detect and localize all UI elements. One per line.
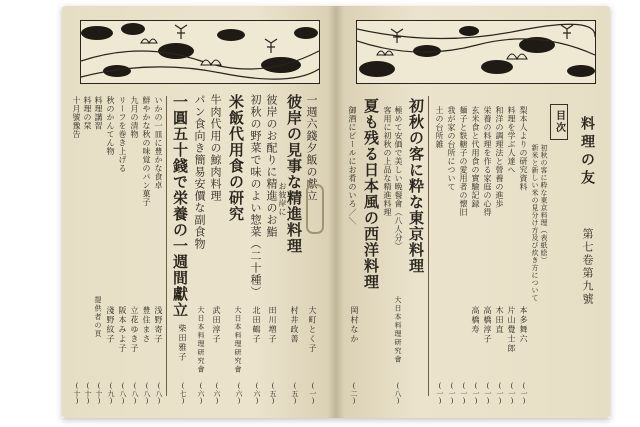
feature-subtitle: 客用に初秋の上品な精進料理 <box>383 106 392 217</box>
mokuji-label: 目次 <box>550 104 568 140</box>
toc-page: (八) <box>119 382 127 405</box>
toc-item-higan-shojin: 彼岸の見事な精進料理 <box>285 94 303 254</box>
toc-item-weekly-menu: 一圓五十錢で栄養の一週間獻立 <box>171 94 189 318</box>
toc-page: (八) <box>131 382 139 405</box>
toc-author: 北田鶴子 <box>252 306 261 344</box>
column-divider <box>428 96 429 396</box>
toc-page: (十) <box>84 382 92 405</box>
toc-item: 料理を学ぶ人達へ <box>507 106 516 174</box>
toc-author: 村井政善 <box>290 306 299 344</box>
toc-author: 大町とく子 <box>308 306 317 354</box>
toc-item: 我が家の台所について <box>447 106 456 191</box>
toc-page: (五) <box>269 382 277 405</box>
feature-subtitle: 極めて安価で美しい晩餐會（八人分） <box>394 106 403 251</box>
toc-item: 麺子と麩糖子の愛用者の懐旧 <box>459 106 468 217</box>
right-page <box>336 6 610 418</box>
toc-author: 大日本料理研究會 <box>234 306 242 374</box>
toc-page: (六) <box>235 382 243 405</box>
toc-page: (七) <box>179 382 187 405</box>
toc-page: (六) <box>197 382 205 405</box>
toc-page: (一) <box>436 382 444 405</box>
toc-item-autumn-vegetables: 初秋の野菜で味のよい惣菜（二十種） <box>249 94 262 298</box>
book-gutter <box>328 6 344 418</box>
toc-page: (一) <box>460 382 468 405</box>
feature-author: 岡村なか <box>350 306 359 344</box>
feature-subtitle: 御酒にビールにお肴のいろ／＼ <box>348 106 357 225</box>
issue-number: 第七卷第九號 <box>581 228 594 306</box>
toc-page: (十) <box>95 382 103 405</box>
toc-item: 栄養の料理を作る家庭の心得 <box>483 106 492 217</box>
toc-item: 梨本人よりの研究資料 <box>519 106 528 191</box>
toc-item-whale-meat: 牛肉代用の鯨肉料理 <box>209 94 222 202</box>
toc-author: 浅野寄子 <box>154 306 163 344</box>
toc-page: (一) <box>520 382 528 405</box>
toc-author: 高橋淳子 <box>483 306 492 344</box>
toc-author: 武田淳子 <box>212 306 221 344</box>
feature-author: 大日本料理研究會 <box>394 296 402 364</box>
toc-author: 阪本みよ子 <box>118 306 127 354</box>
lotus-pond-artwork <box>81 21 319 83</box>
toc-author: 片山覺士郎 <box>507 306 516 354</box>
feature-tokyo-cuisine-title: 初秋の客に粋な東京料理 <box>407 98 425 274</box>
toc-page: (一) <box>484 382 492 405</box>
lotus-pond-artwork <box>357 21 595 83</box>
toc-page: (六) <box>253 382 261 405</box>
toc-item-kanten: 秋のかんてん物 <box>106 96 115 156</box>
toc-page: (一) <box>448 382 456 405</box>
feature-page: (二) <box>350 382 358 405</box>
toc-item-rice-substitute: 米飯代用食の研究 <box>227 94 245 222</box>
toc-page: (八) <box>155 382 163 405</box>
toc-item-bread-sweets: 鮮やかな秋の味覚のパン菓子 <box>142 96 151 207</box>
preface-line: 新米と新しい米の見分け方及び炊き方について <box>531 144 539 302</box>
toc-item-pickles: 九月の清物 <box>130 96 139 139</box>
column-divider <box>166 96 167 396</box>
toc-item-cooking-class: 料理講習 <box>94 96 103 130</box>
toc-author: 立花ゆき子 <box>130 306 139 354</box>
toc-author: 淺野紋子 <box>106 306 115 344</box>
toc-item-shojin-sushi: 彼岸のお配りに精進のお鮨 <box>265 94 278 238</box>
feature-western-title: 夏も残る日本風の西洋料理 <box>362 98 380 290</box>
toc-item: 和洋の調理法と營養の進歩 <box>495 106 504 208</box>
toc-item-weekly-dinner: 一週六錢夕飯の獻立 <box>305 94 318 202</box>
toc-page: (九) <box>107 382 115 405</box>
toc-page: (一) <box>508 382 516 405</box>
lotus-pond-illustration-left <box>80 20 320 84</box>
toc-page: (六) <box>213 382 221 405</box>
toc-item: 玄米食と代用食の實驗記録 <box>471 106 480 208</box>
toc-page: (一) <box>472 382 480 405</box>
toc-author: 木田直 <box>495 306 504 335</box>
toc-author: 柴田雅子 <box>178 324 187 362</box>
lotus-pond-illustration-right <box>356 20 596 84</box>
toc-page: (十) <box>73 382 81 405</box>
toc-item-note: お彼岸に <box>278 182 287 216</box>
toc-author: 大日本料理研究會 <box>197 306 205 374</box>
toc-author: 豊住まさ <box>142 306 151 344</box>
feature-page: (八) <box>394 382 402 405</box>
toc-item-bread-side-dish: パン食向き簡易安價な副食物 <box>193 94 206 250</box>
toc-item-ika: いかの一皿に豊かな食卓 <box>154 96 163 190</box>
toc-item-leaf: リーフを巻き上げる <box>118 96 127 173</box>
toc-author: 本多舞六 <box>519 306 528 344</box>
preface-line: 初秋の客に粋な東京料理（表紙絵） <box>540 144 548 264</box>
toc-page: (八) <box>143 382 151 405</box>
toc-page: (五) <box>291 382 299 405</box>
open-magazine <box>62 6 610 418</box>
toc-item-bookmark: 料理の栞 <box>83 96 92 130</box>
magazine-title: 料理の友 <box>579 116 595 188</box>
toc-item-next-issue: 十月號豫告 <box>72 96 81 139</box>
toc-page: (一) <box>309 382 317 405</box>
toc-author: 田川増子 <box>268 306 277 344</box>
toc-item: 土の台所雑 <box>435 106 444 149</box>
toc-author: 高橋寿 <box>471 306 480 335</box>
toc-author: 提供者の頁 <box>94 296 102 339</box>
staple-clip <box>306 184 324 234</box>
left-page <box>62 6 336 418</box>
toc-page: (一) <box>496 382 504 405</box>
